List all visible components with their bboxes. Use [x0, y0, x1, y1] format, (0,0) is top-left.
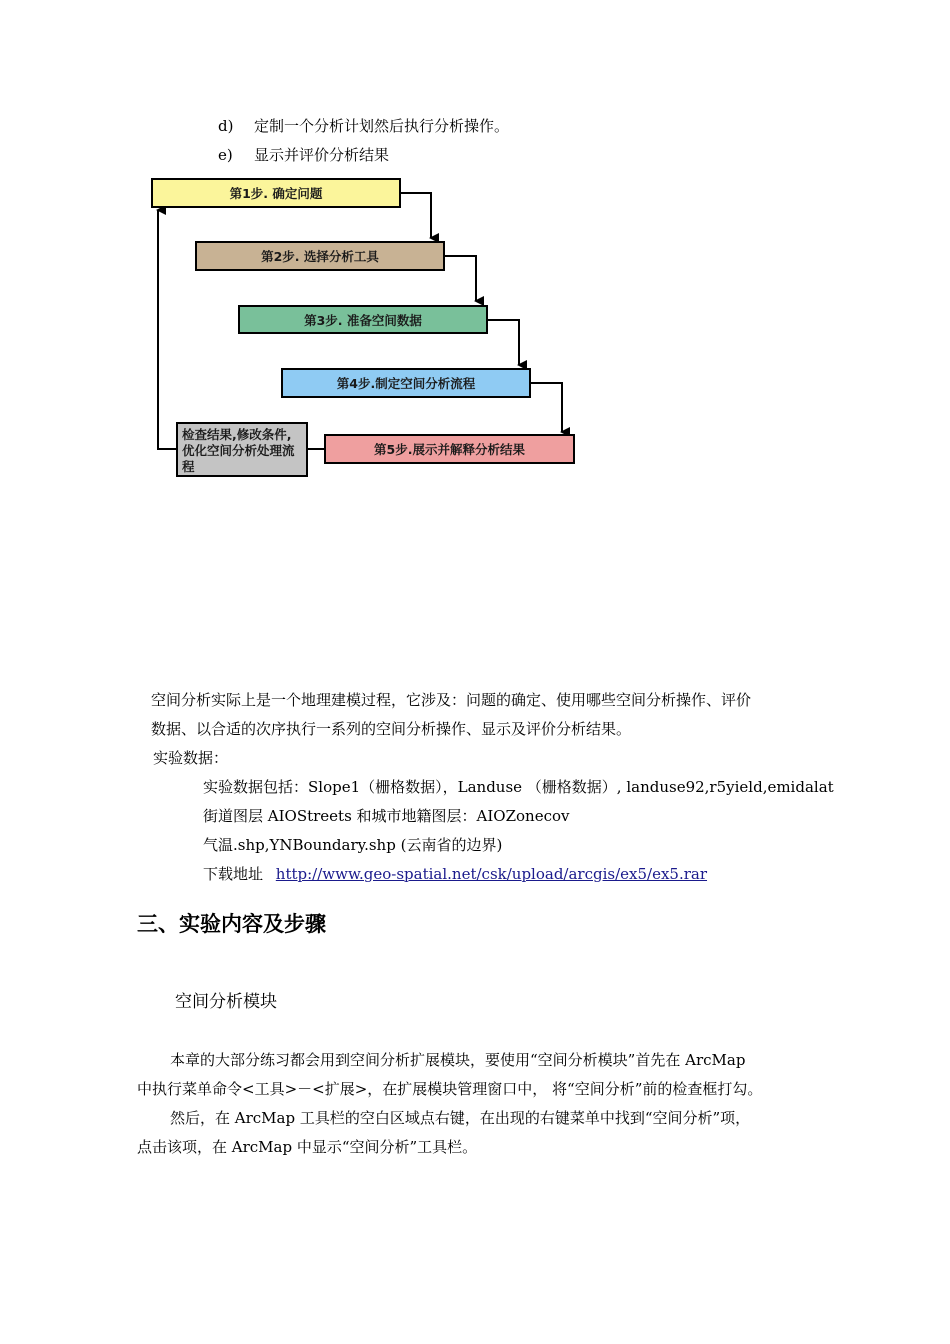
- intro-line-2: 数据、以合适的次序执行一系列的空间分析操作、显示及评价分析结果。: [151, 720, 632, 738]
- paragraph-1-line-1: 本章的大部分练习都会用到空间分析扩展模块，要使用“空间分析模块”首先在 ArcMap: [170, 1051, 746, 1069]
- experiment-data-line-2: 街道图层 AIOStreets 和城市地籍图层：AIOZonecov: [203, 807, 570, 825]
- list-text: 定制一个分析计划然后执行分析操作。: [254, 117, 510, 135]
- list-marker: e): [218, 146, 233, 164]
- connector-1-2: [401, 193, 431, 238]
- flow-step-3: 第3步. 准备空间数据: [238, 305, 488, 334]
- connector-4-5: [531, 383, 562, 432]
- intro-line-1: 空间分析实际上是一个地理建模过程，它涉及：问题的确定、使用哪些空间分析操作、评价: [151, 691, 752, 709]
- connector-feedback-1: [158, 210, 176, 449]
- flow-step-2: 第2步. 选择分析工具: [195, 241, 445, 271]
- paragraph-2-line-1: 然后，在 ArcMap 工具栏的空白区域点右键，在出现的右键菜单中找到“空间分析”项，: [170, 1109, 751, 1127]
- experiment-data-line-3: 气温.shp,YNBoundary.shp (云南省的边界): [203, 836, 503, 854]
- list-text: 显示并评价分析结果: [254, 146, 390, 164]
- download-link[interactable]: http://www.geo-spatial.net/csk/upload/arcgis/ex5/ex5.rar: [275, 865, 708, 883]
- experiment-data-title: 实验数据：: [153, 749, 229, 767]
- flowchart: [0, 0, 950, 520]
- paragraph-1-line-2: 中执行菜单命令<工具>－<扩展>，在扩展模块管理窗口中， 将“空间分析”前的检查框打勾。: [137, 1080, 763, 1098]
- download-label: 下载地址: [203, 865, 264, 883]
- experiment-data-line-1: 实验数据包括：Slope1（栅格数据），Landuse （栅格数据）, landuse92,r5yield,emidalat: [203, 778, 834, 796]
- download-line: [203, 864, 707, 884]
- paragraph-2-line-2: 点击该项，在 ArcMap 中显示“空间分析”工具栏。: [137, 1138, 478, 1156]
- connector-2-3: [445, 256, 476, 301]
- subheading: 空间分析模块: [175, 992, 277, 1012]
- flow-step-4: 第4步.制定空间分析流程: [281, 368, 531, 398]
- flow-step-5: 第5步.展示并解释分析结果: [324, 434, 575, 464]
- list-marker: d): [218, 117, 234, 135]
- flow-step-1: 第1步. 确定问题: [151, 178, 401, 208]
- connector-3-4: [488, 320, 519, 365]
- section-heading: 三、实验内容及步骤: [137, 912, 326, 936]
- flow-feedback-box: 检查结果,修改条件,优化空间分析处理流程: [176, 422, 308, 477]
